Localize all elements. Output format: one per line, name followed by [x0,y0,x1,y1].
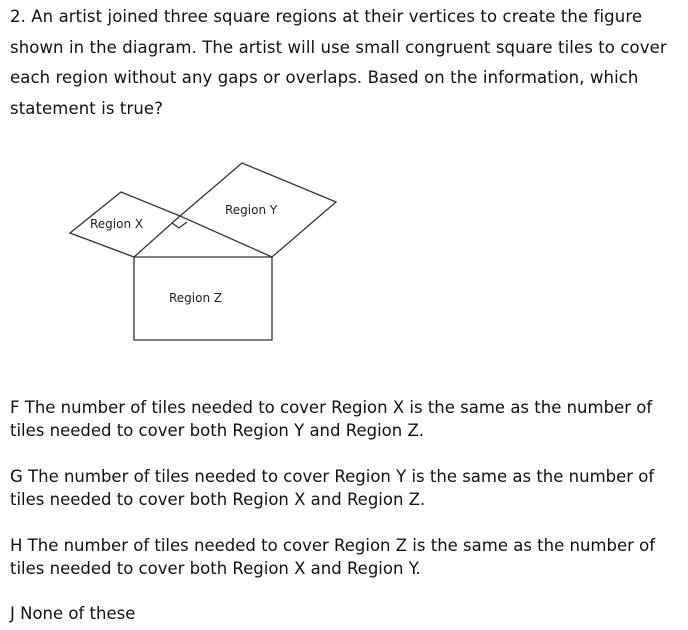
region-z-label: Region Z [169,291,223,305]
three-squares-diagram [60,155,350,350]
answer-choice-f[interactable]: F The number of tiles needed to cover Region X is the same as the number of tiles needed to cover both Region Y and Region Z. [10,398,653,440]
question-text: 2. An artist joined three square regions at their vertices to create the figure shown in the diagram. The artist will use small congruent square tiles to cover each region without any gaps or overlaps. Based on the information, which statement is true? [10,7,667,118]
answer-choice-g[interactable]: G The number of tiles needed to cover Region Y is the same as the number of tiles needed to cover both Region X and Region Z. [10,467,655,509]
region-x-label: Region X [90,217,144,231]
right-angle-marker [172,222,187,228]
answer-choice-j[interactable]: J None of these [10,604,136,623]
answer-choice-h[interactable]: H The number of tiles needed to cover Region Z is the same as the number of tiles needed to cover both Region X and Region Y. [10,536,656,578]
region-y-label: Region Y [225,203,278,217]
